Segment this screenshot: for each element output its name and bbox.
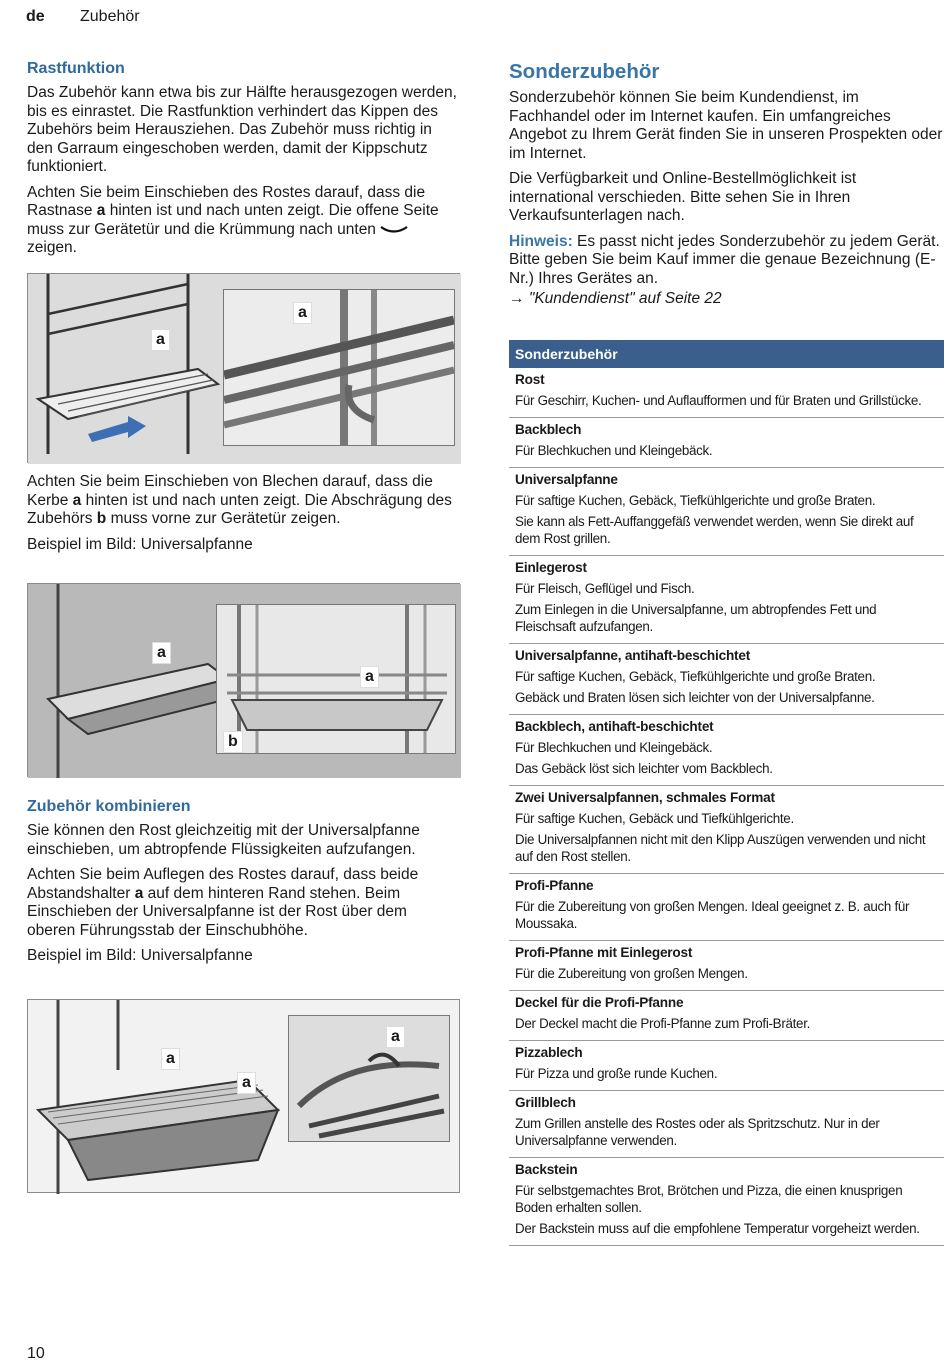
sonderzubehoer-section: [509, 60, 944, 316]
blech-p1-a: Achten Sie beim Einschieben von Blechen darauf, dass die Kerbe: [27, 473, 433, 509]
accessory-description: Sie kann als Fett-Auffanggefäß verwendet werden, wenn Sie direkt auf dem Rost grillen.: [515, 514, 914, 546]
sonderzubehoer-heading: Sonderzubehör: [509, 60, 660, 83]
accessory-table-body: [509, 368, 944, 1246]
accessory-description: Für selbstgemachtes Brot, Brötchen und Pizza, die einen knusprigen Boden erhalten sollen.: [515, 1183, 903, 1215]
figure-rost-einschieben: [27, 273, 460, 463]
table-row: [509, 556, 944, 644]
table-row: [509, 941, 944, 991]
table-cell: [509, 556, 944, 644]
curve-down-icon: [380, 224, 408, 234]
rast-paragraph-1: Das Zubehör kann etwa bis zur Hälfte herausgezogen werden, bis es einrastet. Die Rastfunktion verhindert das Kippen des Zubehörs beim Herausziehen. Das Zubehör muss richtig in den Garraum eingeschoben werden, damit der Kippschutz funktioniert.: [27, 84, 457, 175]
blech-paragraph-2: Beispiel im Bild: Universalpfanne: [27, 535, 253, 553]
rast-p2-d: zeigen.: [27, 239, 77, 256]
kombi-p2-a: Achten Sie beim Auflegen des Rostes darauf, dass beide Abstandshalter: [27, 866, 419, 902]
table-cell: [509, 715, 944, 786]
table-cell: [509, 874, 944, 941]
figure-kombinieren: [27, 999, 460, 1193]
rast-heading: Rastfunktion: [27, 60, 125, 77]
rast-paragraph-2: [27, 184, 459, 258]
table-header-row: [509, 340, 944, 368]
label-a-rast-2: a: [293, 302, 312, 324]
table-header: Sonderzubehör: [509, 340, 944, 368]
kombi-paragraph-1: Sie können den Rost gleichzeitig mit der Universalpfanne einschieben, um abtropfende Flüssigkeiten aufzufangen.: [27, 822, 420, 858]
accessory-name: Grillblech: [515, 1095, 576, 1110]
spacer-detail-illustration: [289, 1016, 449, 1141]
blech-paragraph-1: [27, 473, 459, 529]
rast-p2-c: hinten ist und nach unten zeigt. Die offene Seite muss zur Gerätetür und die Krümmung nach unten: [27, 202, 439, 238]
accessory-description: Für saftige Kuchen, Gebäck, Tiefkühlgerichte und große Braten.: [515, 669, 876, 684]
table-row: [509, 1091, 944, 1158]
hint-label: Hinweis:: [509, 232, 573, 250]
table-cell: [509, 418, 944, 468]
table-row: [509, 1041, 944, 1091]
label-a-rast-1: a: [151, 329, 170, 351]
accessory-name: Einlegerost: [515, 560, 587, 575]
accessory-description: Für Geschirr, Kuchen- und Auflaufformen und für Braten und Grillstücke.: [515, 393, 922, 408]
accessory-description: Zum Einlegen in die Universalpfanne, um abtropfendes Fett und Fleischsaft aufzufangen.: [515, 602, 877, 634]
accessory-table: [509, 340, 944, 1246]
pan-detail-illustration: [217, 605, 455, 753]
accessory-name: Backstein: [515, 1162, 578, 1177]
accessory-description: Für Blechkuchen und Kleingebäck.: [515, 740, 713, 755]
blech-p1-d: b: [96, 510, 107, 527]
accessory-name: Deckel für die Profi-Pfanne: [515, 995, 684, 1010]
label-a-blech-2: a: [360, 666, 379, 688]
accessory-description: Für saftige Kuchen, Gebäck, Tiefkühlgerichte und große Braten.: [515, 493, 876, 508]
table-row: [509, 1158, 944, 1246]
table-row: [509, 368, 944, 418]
blech-p1-e: muss vorne zur Gerätetür zeigen.: [106, 510, 341, 527]
accessory-description: Der Backstein muss auf die empfohlene Temperatur vorgeheizt werden.: [515, 1221, 920, 1236]
rast-section: [27, 60, 459, 265]
table-row: [509, 468, 944, 556]
label-a-kombi-2: a: [237, 1072, 256, 1094]
table-cell: [509, 941, 944, 991]
accessory-name: Pizzablech: [515, 1045, 583, 1060]
table-row: [509, 418, 944, 468]
sonder-paragraph-1: Sonderzubehör können Sie beim Kundendienst, im Fachhandel oder im Internet kaufen. Ein umfangreiches Angebot zu Ihrem Gerät finden Sie in unseren Prospekten oder im Internet.: [509, 89, 943, 162]
kombi-paragraph-2: [27, 866, 459, 940]
arrow-right-icon: →: [509, 290, 525, 307]
kombi-p2-c: auf dem hinteren Rand stehen. Beim Einschieben der Universalpfanne ist der Rost über dem oberen Führungsstab der Einschubhöhe.: [27, 884, 407, 939]
table-row: [509, 644, 944, 715]
sonder-paragraph-2: Die Verfügbarkeit und Online-Bestellmöglichkeit ist international verschieden. Bitte sehen Sie in Ihren Verkaufsunterlagen nach.: [509, 170, 857, 224]
language-code: de: [26, 8, 45, 25]
label-b-blech: b: [223, 731, 243, 753]
blech-section: [27, 473, 459, 561]
table-row: [509, 786, 944, 874]
page-reference[interactable]: [509, 290, 944, 309]
table-cell: [509, 644, 944, 715]
table-cell: [509, 1041, 944, 1091]
table-row: [509, 715, 944, 786]
accessory-description: Für die Zubereitung von großen Mengen.: [515, 966, 748, 981]
label-a-blech-1: a: [152, 642, 171, 664]
label-a-kombi-3: a: [386, 1026, 405, 1048]
table-cell: [509, 1091, 944, 1158]
kombi-heading: Zubehör kombinieren: [27, 798, 191, 815]
accessory-description: Das Gebäck löst sich leichter vom Backblech.: [515, 761, 773, 776]
kombi-section: [27, 798, 459, 973]
accessory-name: Backblech, antihaft-beschichtet: [515, 719, 714, 734]
table-cell: [509, 786, 944, 874]
hint-paragraph: [509, 233, 944, 289]
accessory-name: Universalpfanne, antihaft-beschichtet: [515, 648, 751, 663]
kundendienst-link[interactable]: "Kundendienst" auf Seite 22: [528, 290, 722, 307]
accessory-description: Gebäck und Braten lösen sich leichter von der Universalpfanne.: [515, 690, 875, 705]
accessory-description: Für Blechkuchen und Kleingebäck.: [515, 443, 713, 458]
page-number: 10: [27, 1345, 45, 1362]
accessory-description: Für die Zubereitung von großen Mengen. Ideal geeignet z. B. auch für Moussaka.: [515, 899, 910, 931]
accessory-name: Rost: [515, 372, 545, 387]
kombi-paragraph-3: Beispiel im Bild: Universalpfanne: [27, 947, 253, 964]
table-cell: [509, 1158, 944, 1246]
accessory-name: Profi-Pfanne: [515, 878, 594, 893]
table-cell: [509, 991, 944, 1041]
figure-blech-einschieben: [27, 583, 460, 777]
accessory-description: Der Deckel macht die Profi-Pfanne zum Profi-Bräter.: [515, 1016, 811, 1031]
table-cell: [509, 368, 944, 418]
accessory-name: Backblech: [515, 422, 582, 437]
accessory-name: Universalpfanne: [515, 472, 618, 487]
accessory-name: Profi-Pfanne mit Einlegerost: [515, 945, 693, 960]
accessory-description: Für Fleisch, Geflügel und Fisch.: [515, 581, 695, 596]
rast-p2-b: a: [96, 202, 106, 219]
section-title: Zubehör: [80, 8, 140, 25]
blech-p1-c: hinten ist und nach unten zeigt. Die Abschrägung des Zubehörs: [27, 491, 452, 527]
rack-detail-illustration: [224, 290, 454, 445]
rast-p2-a: Achten Sie beim Einschieben des Rostes darauf, dass die Rastnase: [27, 183, 426, 219]
accessory-description: Für saftige Kuchen, Gebäck und Tiefkühlgerichte.: [515, 811, 794, 826]
table-cell: [509, 468, 944, 556]
hint-text: Es passt nicht jedes Sonderzubehör zu jedem Gerät. Bitte geben Sie beim Kauf immer die genaue Bezeichnung (E-Nr.) Ihres Gerätes an.: [509, 232, 940, 287]
accessory-name: Zwei Universalpfannen, schmales Format: [515, 790, 775, 805]
accessory-description: Die Universalpfannen nicht mit den Klipp Auszügen verwenden und nicht auf den Rost stellen.: [515, 832, 926, 864]
accessory-description: Für Pizza und große runde Kuchen.: [515, 1066, 718, 1081]
table-row: [509, 874, 944, 941]
blech-p1-b: a: [72, 491, 82, 509]
kombi-p2-b: a: [134, 884, 144, 902]
table-row: [509, 991, 944, 1041]
accessory-description: Zum Grillen anstelle des Rostes oder als Spritzschutz. Nur in der Universalpfanne verwenden.: [515, 1116, 880, 1148]
label-a-kombi-1: a: [161, 1048, 180, 1070]
